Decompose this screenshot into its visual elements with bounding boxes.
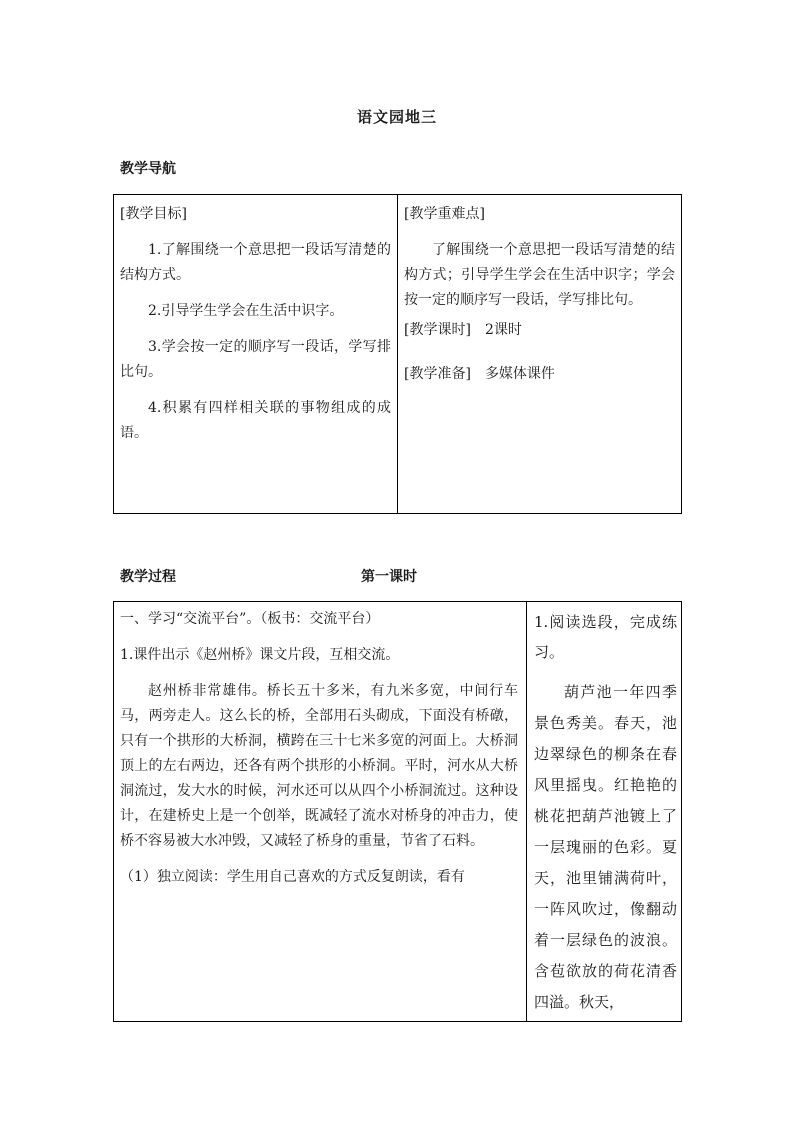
overview-table <box>113 194 682 514</box>
side-task: 1.阅读选段，完成练习。 <box>534 613 677 661</box>
process-item: 1.课件出示《赵州桥》课文片段，互相交流。 <box>120 647 400 663</box>
page-title: 语文园地三 <box>356 108 437 126</box>
key-points-text: 了解围绕一个意思把一段话写清楚的结构方式；引导学生学会在生活中识字；学会按一定的顺序写一段话，学写排比句。 <box>404 242 675 308</box>
goal-item: 1.了解围绕一个意思把一段话写清楚的结构方式。 <box>120 242 391 283</box>
teaching-process-heading: 教学过程 <box>120 569 176 585</box>
teaching-nav-heading: 教学导航 <box>120 161 176 177</box>
lesson-hours-value: 2课时 <box>484 322 522 338</box>
process-main-cell <box>114 602 527 1022</box>
goals-label: [教学目标] <box>120 206 187 222</box>
key-points-label: [教学重难点] <box>404 206 485 222</box>
goal-item: 4.积累有四样相关联的事物组成的成语。 <box>120 400 391 441</box>
lesson-hours-label: [教学课时] <box>404 322 471 338</box>
goals-cell <box>114 195 398 514</box>
process-table <box>113 601 682 1022</box>
key-points-cell <box>398 195 682 514</box>
lesson-heading: 第一课时 <box>361 569 417 585</box>
preparation-label: [教学准备] <box>404 366 471 382</box>
process-item: （1）独立阅读：学生用自己喜欢的方式反复朗读，看有 <box>120 869 465 885</box>
preparation-row <box>404 362 675 387</box>
process-side-cell <box>527 602 682 1022</box>
goal-item: 3.学会按一定的顺序写一段话，学写排比句。 <box>120 339 391 380</box>
process-item: 一、学习“交流平台”。（板书：交流平台） <box>120 611 380 627</box>
preparation-value: 多媒体课件 <box>484 366 555 382</box>
goal-item: 2.引导学生学会在生活中识字。 <box>148 303 344 319</box>
side-passage: 葫芦池一年四季景色秀美。春天，池边翠绿色的柳条在春风里摇曳。红艳艳的桃花把葫芦池镀上了一层瑰丽的色彩。夏天，池里铺满荷叶，一阵风吹过，像翻动着一层绿色的波浪。含苞欲放的荷花清香四溢。秋天， <box>534 683 677 1011</box>
bridge-passage: 赵州桥非常雄伟。桥长五十多米，有九米多宽，中间行车马，两旁走人。这么长的桥，全部用石头砌成，下面没有桥礅，只有一个拱形的大桥洞，横跨在三十七米多宽的河面上。大桥洞顶上的左右两边，还各有两个拱形的小桥洞。平时，河水从大桥洞流过，发大水的时候，河水还可以从四个小桥洞流过。这种设计，在建桥史上是一个创举，既减轻了流水对桥身的冲击力，使桥不容易被大水冲毁，又减轻了桥身的重量，节省了石料。 <box>120 683 518 849</box>
lesson-hours-row <box>404 318 675 343</box>
